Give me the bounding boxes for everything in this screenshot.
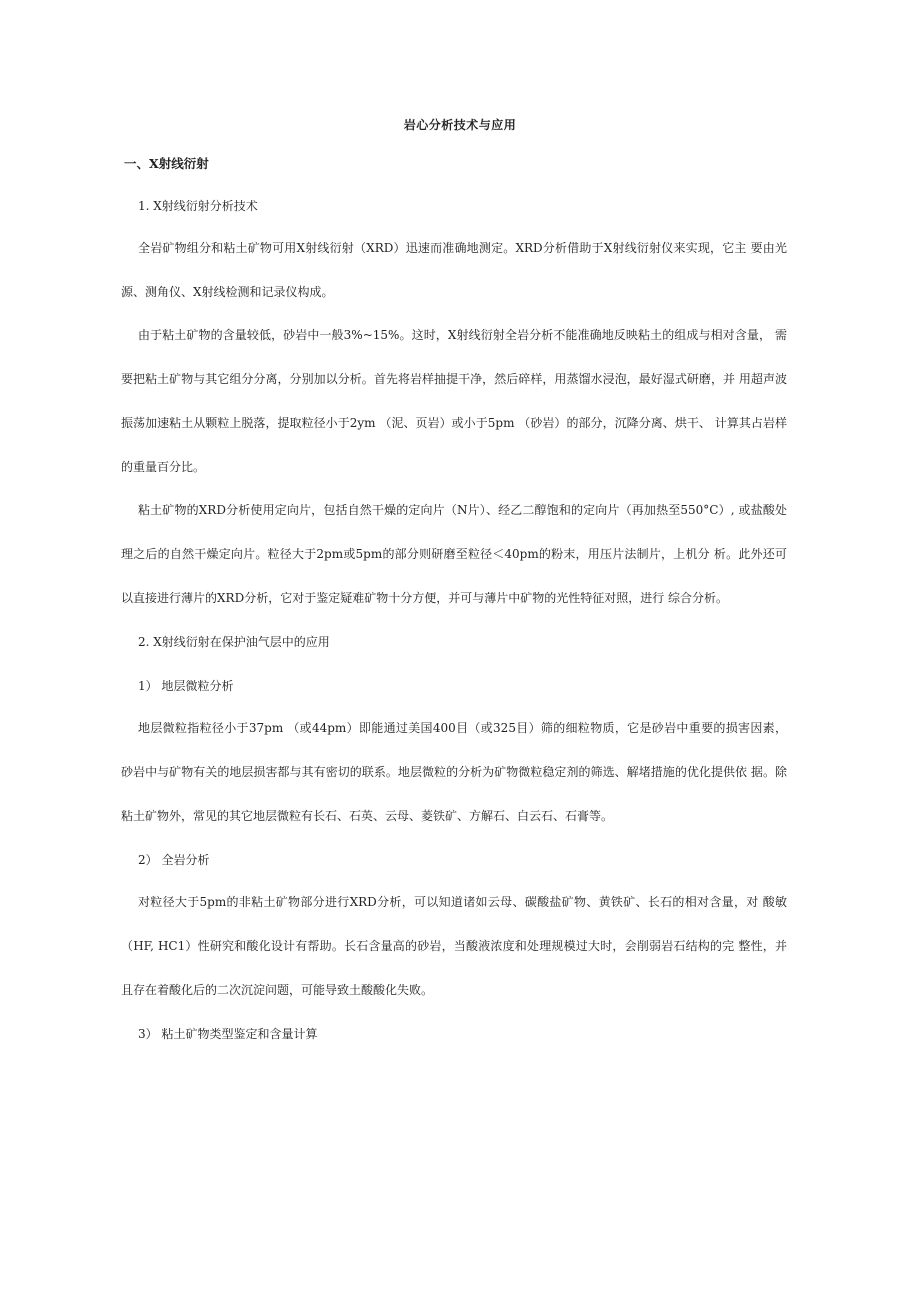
section-heading-xrd: 一、X射线衍射 bbox=[124, 156, 209, 171]
paragraph-whole-rock: 对粒径大于5pm的非粘土矿物部分进行XRD分析，可以知道诸如云母、碳酸盐矿物、黄铁矿、长石的相对含量，对 酸敏（HF, HC1）性研究和酸化设计有帮助。长石含量高的砂岩，当酸液浓度和处理规模过大时，会削弱岩石结构的完 整性，并且存在着酸化后的二次沉淀问题，可能导致土酸酸化失败。 bbox=[121, 895, 787, 997]
subheading-xrd-application: 2. X射线衍射在保护油气层中的应用 bbox=[138, 635, 330, 649]
item-heading-fines: 1） 地层微粒分析 bbox=[138, 679, 234, 693]
paragraph-oriented-slides: 粘土矿物的XRD分析使用定向片，包括自然干燥的定向片（N片）、经乙二醇饱和的定向片（再加热至550°C）, 或盐酸处理之后的自然干燥定向片。粒径大于2pm或5pm的部分则研磨至粒径＜40pm的粉末，用压片法制片，上机分 析。此外还可以直接进行薄片的XRD分析，它对于鉴定疑难矿物十分方便，并可与薄片中矿物的光性特征对照，进行 综合分析。 bbox=[121, 503, 787, 605]
document-title: 岩心分析技术与应用 bbox=[403, 118, 517, 132]
paragraph-clay-separation: 由于粘土矿物的含量较低，砂岩中一般3%~15%。这时，X射线衍射全岩分析不能准确地反映粘土的组成与相对含量， 需要把粘土矿物与其它组分分离，分别加以分析。首先将岩样抽提干净，然后碎样，用蒸馏水浸泡，最好湿式研磨，并 用超声波振荡加速粘土从颗粒上脱落，提取粒径小于2ym （泥、页岩）或小于5pm （砂岩）的部分，沉降分离、烘干、 计算其占岩样的重量百分比。 bbox=[121, 328, 787, 474]
item-heading-whole-rock: 2） 全岩分析 bbox=[138, 853, 210, 867]
paragraph-formation-fines: 地层微粒指粒径小于37pm （或44pm）即能通过美国400目（或325目）筛的细粒物质，它是砂岩中重要的损害因素， 砂岩中与矿物有关的地层损害都与其有密切的联系。地层微粒的分析为矿物微粒稳定剂的筛选、解堵措施的优化提供依 据。除粘土矿物外，常见的其它地层微粒有长石、石英、云母、菱铁矿、方解石、白云石、石膏等。 bbox=[121, 721, 787, 823]
item-heading-clay-types: 3） 粘土矿物类型鉴定和含量计算 bbox=[138, 1027, 318, 1041]
subheading-xrd-technique: 1. X射线衍射分析技术 bbox=[138, 199, 258, 213]
paragraph-xrd-intro: 全岩矿物组分和粘土矿物可用X射线衍射（XRD）迅速而准确地测定。XRD分析借助于X射线衍射仪来实现，它主 要由光源、测角仪、X射线检测和记录仪构成。 bbox=[121, 241, 787, 299]
